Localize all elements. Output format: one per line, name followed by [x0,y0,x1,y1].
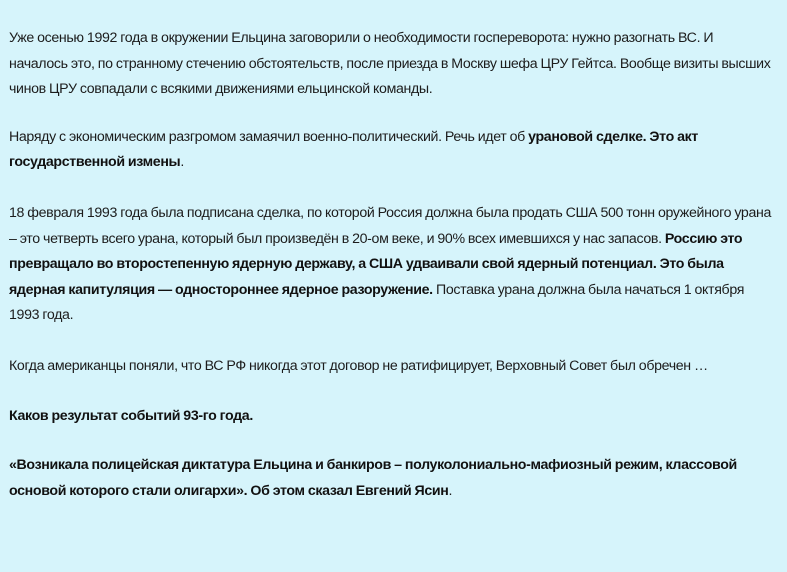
paragraph-4 [9,354,773,380]
paragraph-2-text: Наряду с экономическим разгромом замаячил военно-политический. Речь идет об [9,128,529,145]
paragraph-5-text: Каков результат событий 93-го года. [9,407,253,424]
paragraph-4-text: Когда американцы поняли, что ВС РФ никогда этот договор не ратифицирует, Верховный Совет был обречен … [9,357,708,374]
paragraph-6-end: . [448,482,453,499]
paragraph-2-emphasis: урановой сделке. Это акт государственной измены [9,128,698,171]
paragraph-6-quote [9,453,773,504]
paragraph-3-end: Поставка урана должна была начаться 1 октября 1993 года. [9,281,745,324]
paragraph-3 [9,201,773,329]
paragraph-2 [9,125,773,176]
paragraph-3-emphasis: Россию это превращало во второстепенную ядерную державу, а США удваивали свой ядерный потенциал. Это была ядерная капитуляция — одностороннее ядерное разоружение. [9,230,743,298]
paragraph-3-text: 18 февраля 1993 года была подписана сделка, по которой Россия должна была продать США 500 тонн оружейного урана – это четверть всего урана, который был произведён в 20-ом веке, и 90% всех имевшихся у нас запасов. [9,204,772,247]
paragraph-1-text: Уже осенью 1992 года в окружении Ельцина заговорили о необходимости госпереворота: нужно разогнать ВС. И началось это, по странному стечению обстоятельств, после приезда в Москву шефа ЦРУ Гейтса. Вообще визиты высших чинов ЦРУ совпадали с всякими движениями ельцинской команды. [9,30,771,98]
paragraph-2-end: . [180,154,184,171]
paragraph-5-heading [9,404,773,430]
paragraph-1 [9,26,773,103]
paragraph-6-emphasis: «Возникала полицейская диктатура Ельцина и банкиров – полуколониально-мафиозный режим, классовой основой которого стали олигархи». Об этом сказал Евгений Ясин [9,457,737,499]
